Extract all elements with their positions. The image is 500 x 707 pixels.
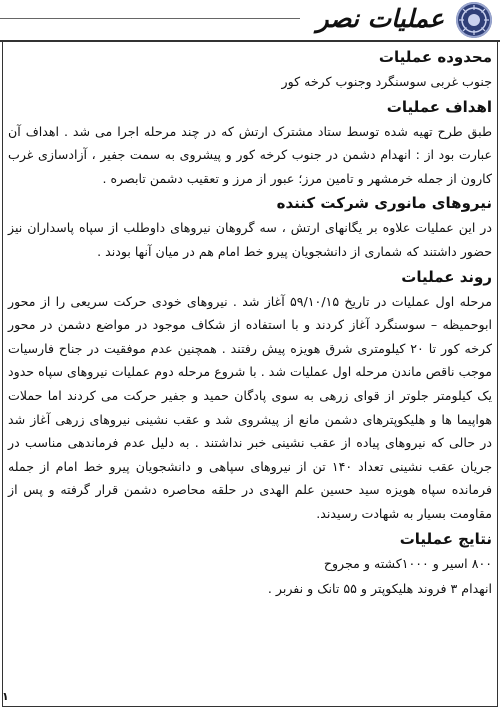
results-line: ۸۰۰ اسیر و ۱۰۰۰کشته و مجروح [323, 555, 492, 571]
section-body-forces: در این عملیات علاوه بر یگانهای ارتش ، سه گروهان نیروهای داوطلب از سپاه پاسداران نیز حضور داشتند که شماری از دانشجویان پیرو خط امام هم در میان آنها بودند . [8, 220, 492, 259]
results-line: انهدام ۳ فروند هلیکوپتر و ۵۵ تانک و نفربر . [267, 581, 492, 597]
section-heading-forces: نیروهای مانوری شرکت کننده [276, 194, 492, 213]
section-heading-progress: روند عملیات [401, 267, 492, 286]
page-title: عملیات نصر [316, 4, 444, 33]
section-heading-area: محدوده عملیات [378, 48, 492, 66]
section-heading-results: نتایج عملیات [399, 529, 492, 548]
header-rule [0, 18, 300, 19]
section-body-progress: مرحله اول عملیات در تاریخ ۵۹/۱۰/۱۵ آغاز شد . نیروهای خودی حرکت سریعی را از محور ابوحمیظه – سوسنگرد آغاز کردند و با استفاده از شکاف موجود در مواضع دشمن در محور کرخه کور تا ۲۰ کیلومتری شرق هویزه پیش رفتند . همچنین عدم موفقیت در جناح فارسیات موجب ناقص ماندن مرحله اول عملیات شد . با شروع مرحله دوم عملیات نیروهای سپاه حدود یک کیلومتر جلوتر از قوای زرهی به سوی پادگان حمید و جفیر حرکت می کردند اما حملات هواپیما ها و هلیکوپترهای دشمن مانع از پیشروی شد و عقب نشینی نیروهای زرهی آغاز شد در حالی که نیروهای پیاده از عقب نشینی خبر نداشتند . به دلیل عدم فرماندهی مناسب در جریان عقب نشینی تعداد ۱۴۰ تن از نیروهای سپاهی و دانشجویان پیرو خط امام از جمله فرمانده سپاه هویزه سید حسین علم الهدی در حلقه محاصره دشمن قرار گرفته و پس از مقاومت بسیار به شهادت رسیدند. [8, 293, 492, 521]
section-body-goals: طبق طرح تهیه شده توسط ستاد مشترک ارتش که در چند مرحله اجرا می شد . اهداف آن عبارت بود از : انهدام دشمن در جنوب کرخه کور و پیشروی به سمت جفیر ، آزادسازی غرب کارون از جمله خرمشهر و تامین مرز؛ عبور از مرز و تعقیب دشمن تابصره . [8, 123, 492, 186]
page-number: ۱ [2, 690, 9, 703]
page-header [0, 0, 500, 42]
section-body-area: جنوب غربی سوسنگرد وجنوب کرخه کور [281, 74, 492, 89]
article-body [8, 44, 492, 693]
section-heading-goals: اهداف عملیات [386, 97, 492, 116]
emblem-icon [456, 2, 492, 38]
